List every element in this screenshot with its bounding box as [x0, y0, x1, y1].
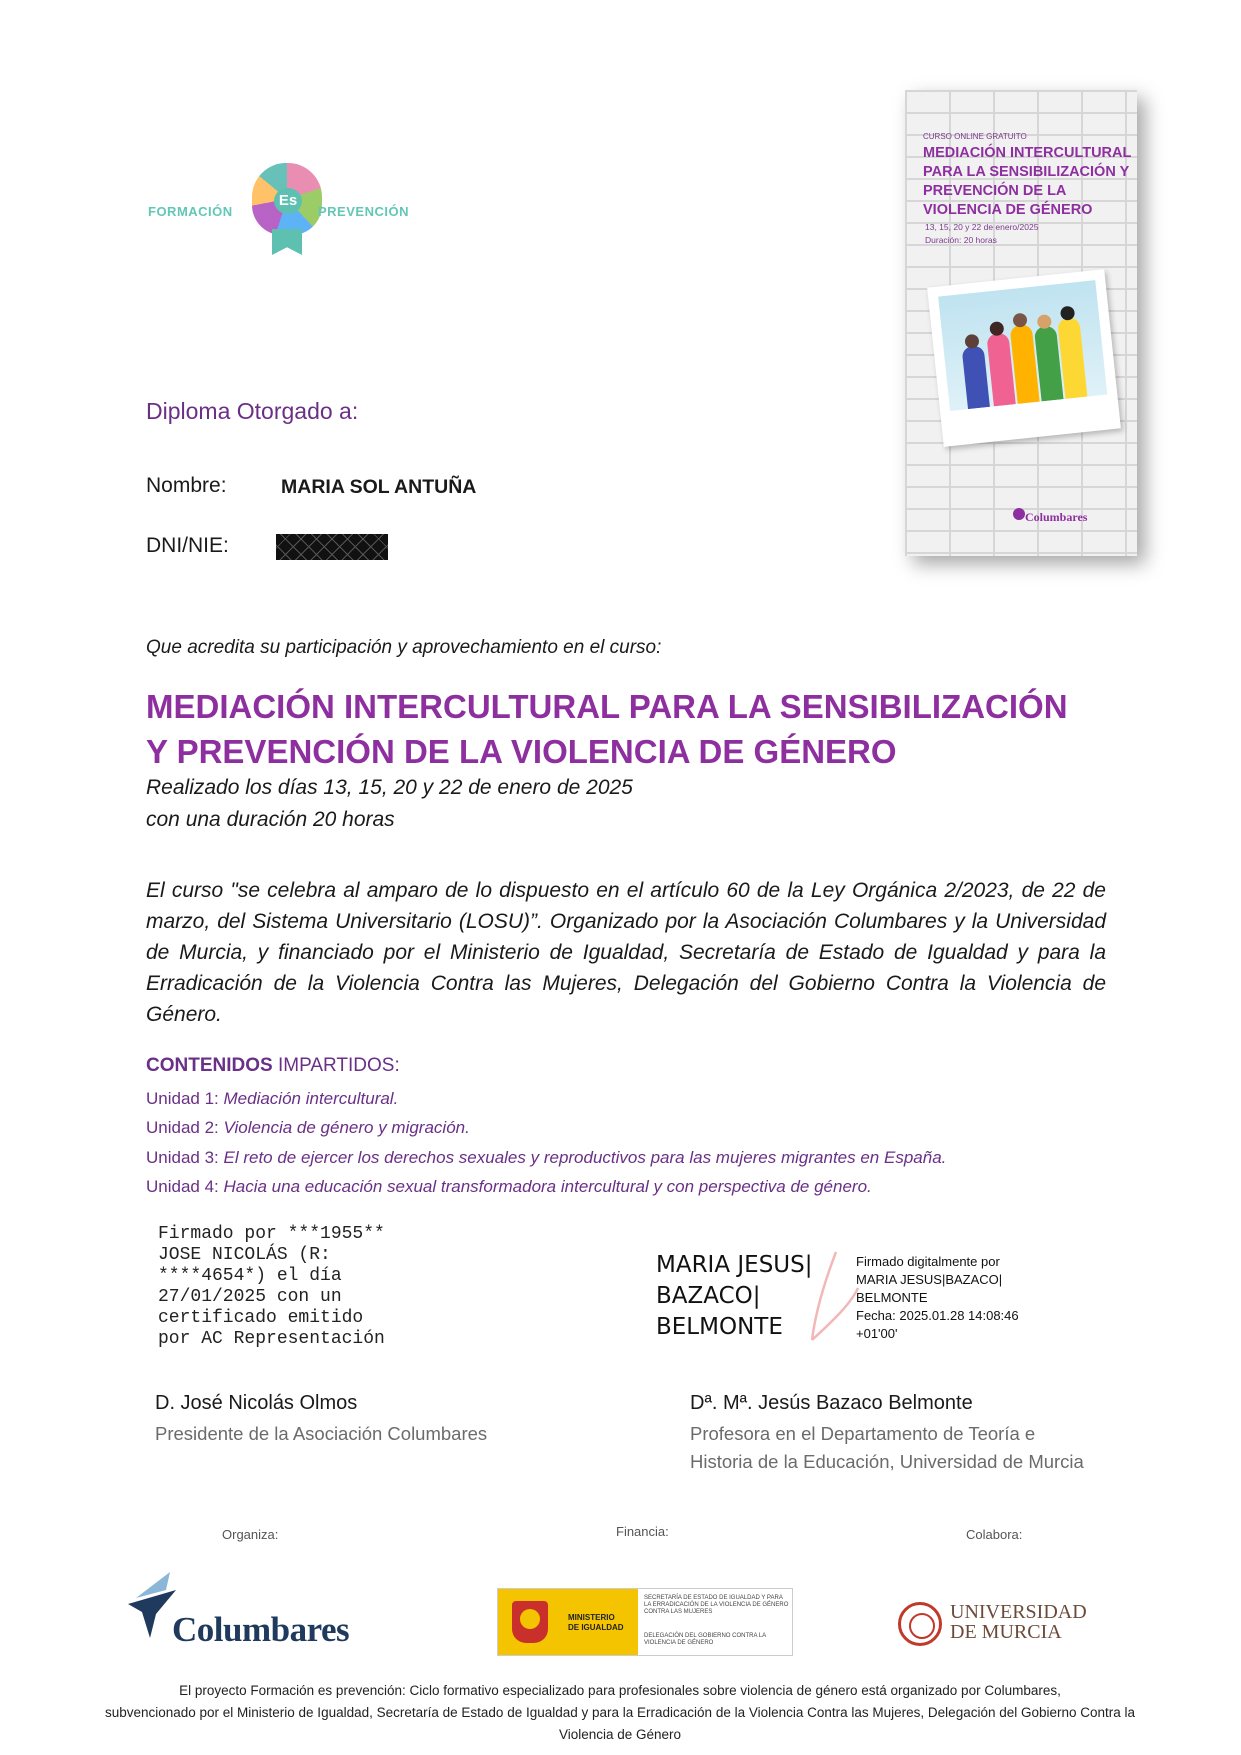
logo-text-left: FORMACIÓN [148, 204, 233, 219]
diploma-heading: Diploma Otorgado a: [146, 398, 359, 424]
poster-title: MEDIACIÓN INTERCULTURAL PARA LA SENSIBILIZACIÓN Y PREVENCIÓN DE LA VIOLENCIA DE GÉNERO [923, 145, 1132, 218]
recipient-name: MARIA SOL ANTUÑA [281, 476, 477, 498]
contents-heading-bold: CONTENIDOS [146, 1055, 273, 1076]
course-title-line2: Y PREVENCIÓN DE LA VIOLENCIA DE GÉNERO [146, 733, 897, 770]
university-seal-icon [898, 1602, 942, 1646]
columbares-logo-text: Columbares [172, 1610, 350, 1649]
signer-1-role: Presidente de la Asociación Columbares [155, 1423, 488, 1444]
brain-icon [252, 163, 322, 251]
spain-coat-of-arms-icon [512, 1601, 548, 1643]
course-title-line1: MEDIACIÓN INTERCULTURAL PARA LA SENSIBILIZACIÓN [146, 688, 1068, 725]
signer-2-role-line2: Historia de la Educación, Universidad de Murcia [690, 1451, 1084, 1472]
unit-item [146, 1118, 470, 1138]
poster-kicker: CURSO ONLINE GRATUITO [923, 132, 1027, 141]
unit-item [146, 1089, 398, 1109]
stamp-line: BELMONTE [856, 1290, 928, 1305]
unit-item [146, 1148, 946, 1168]
colabora-label: Colabora: [966, 1527, 1023, 1542]
unit-text: Hacia una educación sexual transformadora intercultural y con perspectiva de género. [223, 1177, 872, 1196]
signer-1-name: D. José Nicolás Olmos [155, 1392, 358, 1414]
ministry-secretaria: SECRETARÍA DE ESTADO DE IGUALDAD Y PARA LA ERRADICACIÓN DE LA VIOLENCIA DE GÉNERO CONTRA LAS MUJERES [644, 1595, 789, 1615]
universidad-murcia-logo [898, 1600, 1088, 1650]
course-title [146, 684, 1096, 774]
ribbon-icon [272, 229, 302, 255]
poster-photo [927, 269, 1121, 447]
ministry-name: MINISTERIO DE IGUALDAD [568, 1613, 624, 1632]
stamp-line: MARIA JESUS|BAZACO| [856, 1272, 1003, 1287]
course-dates: Realizado los días 13, 15, 20 y 22 de enero de 2025 [146, 776, 633, 799]
formacion-es-prevencion-logo [148, 158, 438, 283]
financia-label: Financia: [616, 1524, 669, 1539]
signer-2-role-line1: Profesora en el Departamento de Teoría e [690, 1423, 1036, 1444]
columbares-mark-icon [1013, 508, 1025, 520]
logo-text-right: PREVENCIÓN [318, 204, 409, 219]
poster-dates: 13, 15, 20 y 22 de enero/2025 [925, 222, 1039, 232]
footer-line2: subvencionado por el Ministerio de Igualdad, Secretaría de Estado de Igualdad y para la Erradicación de la Violencia Contra las Mujeres, Delegación del Gobierno Contra la Violencia de Género [104, 1705, 1136, 1742]
unit-text: El reto de ejercer los derechos sexuales y reproductivos para las mujeres migrantes en España. [223, 1148, 947, 1167]
footer-note [100, 1680, 1140, 1746]
unit-label: Unidad 3: [146, 1148, 224, 1167]
unit-label: Unidad 2: [146, 1118, 224, 1137]
stamp-line: +01'00' [856, 1326, 898, 1341]
poster-duration: Duración: 20 horas [925, 235, 997, 245]
stamp-line: Firmado digitalmente por [856, 1254, 1000, 1269]
ministry-delegacion: DELEGACIÓN DEL GOBIERNO CONTRA LA VIOLENCIA DE GÉNERO [644, 1633, 766, 1646]
signer-2-name: Dª. Mª. Jesús Bazaco Belmonte [690, 1392, 973, 1414]
contents-heading [146, 1055, 400, 1077]
organiza-label: Organiza: [222, 1527, 279, 1542]
university-name: UNIVERSIDAD DE MURCIA [950, 1601, 1087, 1643]
unit-text: Mediación intercultural. [223, 1089, 399, 1108]
columbares-logo [126, 1568, 396, 1658]
footer-line1: El proyecto Formación es prevención: Ciclo formativo especializado para profesionales sobre violencia de género está organizado por Columbares, [179, 1683, 1061, 1698]
digital-signature-2-name: MARIA JESUS| BAZACO| BELMONTE [656, 1252, 813, 1340]
unit-text: Violencia de género y migración. [223, 1118, 470, 1137]
legal-paragraph: El curso "se celebra al amparo de lo dispuesto en el artículo 60 de la Ley Orgánica 2/2023, de 22 de marzo, del Sistema Universitario (LOSU)”. Organizado por la Asociación Columbares y la Universidad de Murcia, y financiado por el Ministerio de Igualdad, Secretaría de Estado de Igualdad y para la Erradicación de la Violencia Contra las Mujeres, Delegación del Gobierno Contra la Violencia de Género. [146, 879, 1106, 1026]
course-poster [905, 90, 1137, 556]
signer-2-role [690, 1420, 1084, 1476]
poster-brand: Columbares [1025, 510, 1088, 524]
accredit-text: Que acredita su participación y aprovechamiento en el curso: [146, 637, 662, 658]
digital-signature-2-stamp [856, 1253, 1046, 1343]
dni-redacted [276, 534, 388, 560]
unit-item [146, 1177, 872, 1197]
pdf-signature-icon [806, 1248, 862, 1348]
logo-badge: Es [274, 188, 302, 214]
name-label: Nombre: [146, 474, 227, 497]
unit-label: Unidad 4: [146, 1177, 224, 1196]
course-schedule [146, 772, 633, 836]
stamp-line: Fecha: 2025.01.28 14:08:46 [856, 1308, 1019, 1323]
course-duration: con una duración 20 horas [146, 808, 395, 831]
digital-signature-1: Firmado por ***1955** JOSE NICOLÁS (R: ****4654*) el día 27/01/2025 con un certificado emitido por AC Representación [158, 1224, 385, 1349]
ministerio-igualdad-logo [497, 1588, 793, 1656]
dni-label: DNI/NIE: [146, 534, 229, 557]
unit-label: Unidad 1: [146, 1089, 224, 1108]
women-illustration [938, 280, 1107, 411]
contents-heading-rest: IMPARTIDOS: [272, 1055, 400, 1076]
